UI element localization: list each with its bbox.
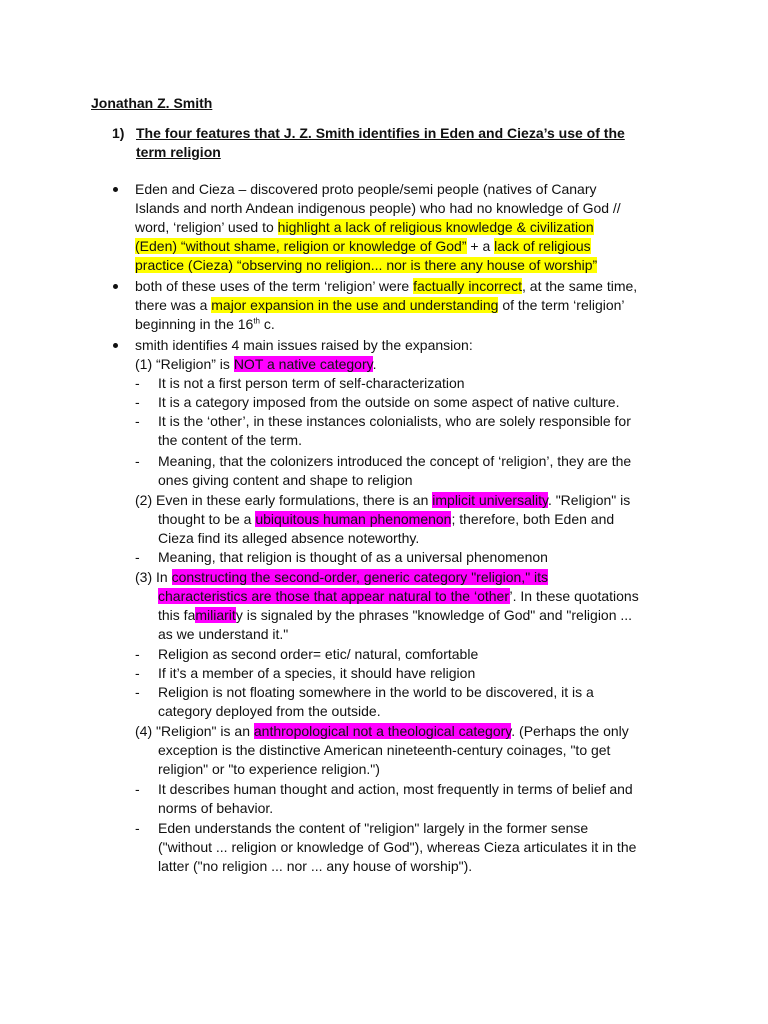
dash-marker: - — [135, 394, 140, 410]
text-run: + a — [466, 238, 495, 254]
text-run: It is the ‘other’, in these instances colonialists, who are solely responsible for — [158, 413, 631, 429]
text-run: (4) "Religion" is an — [135, 723, 254, 739]
text-line — [135, 237, 591, 256]
text-line — [158, 780, 633, 799]
text-run: there was a — [135, 297, 212, 313]
text-run: both of these uses of the term ‘religion’ were — [135, 278, 414, 294]
text-run: Religion as second order= etic/ natural, comfortable — [158, 646, 479, 662]
text-run: the content of the term. — [158, 432, 302, 448]
text-run: of the term ‘religion’ — [498, 297, 625, 313]
text-run: Meaning, that the colonizers introduced the concept of ‘religion’, they are the — [158, 453, 632, 469]
text-run: . (Perhaps the only — [511, 723, 629, 739]
text-line — [135, 491, 630, 510]
text-line — [158, 529, 419, 548]
text-run: y is signaled by the phrases "knowledge of God" and "religion ... — [235, 607, 633, 623]
dash-marker: - — [135, 413, 140, 429]
section-heading-line: The four features that J. Z. Smith identifies in Eden and Cieza’s use of the — [136, 125, 625, 141]
text-run: It is a category imposed from the outside on some aspect of native culture. — [158, 394, 620, 410]
text-line — [158, 838, 636, 857]
text-run: latter ("no religion ... nor ... any house of worship"). — [158, 858, 473, 874]
text-run: Eden and Cieza – discovered proto people/semi people (natives of Canary — [135, 181, 597, 197]
text-line — [158, 683, 594, 702]
text-line — [158, 664, 475, 683]
bullet-icon — [112, 336, 120, 355]
text-line — [158, 374, 465, 393]
text-run: ones giving content and shape to religion — [158, 472, 413, 488]
highlighted-text: implicit universality — [432, 492, 548, 508]
highlighted-text: practice (Cieza) “observing no religion... nor is there any house of worship” — [135, 257, 598, 273]
document-title: Jonathan Z. Smith — [91, 95, 213, 111]
text-run: If it’s a member of a species, it should have religion — [158, 665, 476, 681]
text-line — [158, 645, 478, 664]
text-line — [158, 548, 548, 567]
text-line — [158, 799, 273, 818]
text-line — [135, 218, 594, 237]
highlighted-text: factually incorrect — [413, 278, 523, 294]
section-number: 1) — [112, 125, 125, 141]
text-run: category deployed from the outside. — [158, 703, 381, 719]
highlighted-text: NOT a native category — [233, 356, 373, 372]
text-run: ; therefore, both Eden and — [451, 511, 615, 527]
text-run: (2) Even in these early formulations, there is an — [135, 492, 433, 508]
text-run: exception is the distinctive American nineteenth-century coinages, "to get — [158, 742, 611, 758]
highlighted-text: characteristics are those that appear natural to the ‘other — [158, 588, 510, 604]
text-line — [158, 587, 639, 606]
text-run: (1) “Religion” is — [135, 356, 234, 372]
highlighted-text: constructing the second-order, generic category "religion," its — [171, 569, 549, 585]
text-run: religion" or "to experience religion.") — [158, 761, 380, 777]
text-line — [135, 336, 473, 355]
text-line — [158, 431, 302, 450]
highlighted-text: (Eden) “without shame, religion or knowledge of God” — [135, 238, 467, 254]
text-line — [158, 702, 381, 721]
text-run: c. — [260, 316, 275, 332]
text-line — [135, 277, 637, 296]
dash-marker: - — [135, 665, 140, 681]
highlighted-text: ubiquitous human phenomenon — [255, 511, 452, 527]
text-line — [135, 199, 621, 218]
highlighted-text: miliarit — [195, 607, 236, 623]
text-line — [158, 452, 631, 471]
text-run: ’. In these quotations — [509, 588, 639, 604]
dash-marker: - — [135, 646, 140, 662]
text-line — [158, 857, 472, 876]
text-run: . — [372, 356, 377, 372]
text-run: Eden understands the content of "religion" largely in the former sense — [158, 820, 589, 836]
text-run: th — [253, 316, 260, 326]
text-line — [135, 568, 548, 587]
text-run: (3) In — [135, 569, 172, 585]
text-run: Meaning, that religion is thought of as a universal phenomenon — [158, 549, 548, 565]
section-heading-line: term religion — [136, 144, 221, 160]
text-line — [135, 722, 629, 741]
text-line — [158, 819, 588, 838]
text-line — [158, 412, 631, 431]
text-line — [135, 355, 376, 374]
dash-marker: - — [135, 781, 140, 797]
text-run: word, ‘religion’ used to — [135, 219, 278, 235]
text-line — [158, 393, 619, 412]
text-line — [158, 741, 610, 760]
text-run: Religion is not floating somewhere in the world to be discovered, it is a — [158, 684, 594, 700]
text-run: norms of behavior. — [158, 800, 274, 816]
text-line — [135, 180, 597, 199]
dash-marker: - — [135, 549, 140, 565]
text-line — [158, 760, 380, 779]
text-run: smith identifies 4 main issues raised by the expansion: — [135, 337, 473, 353]
highlighted-text: highlight a lack of religious knowledge & civilization — [277, 219, 594, 235]
text-line — [158, 625, 288, 644]
highlighted-text: lack of religious — [494, 238, 591, 254]
text-run: beginning in the 16 — [135, 316, 254, 332]
text-line — [135, 296, 625, 315]
text-line — [135, 315, 275, 334]
section-heading-text — [136, 124, 676, 162]
bullet-icon — [112, 277, 120, 296]
dash-marker: - — [135, 453, 140, 469]
text-line — [158, 510, 614, 529]
highlighted-text: anthropological not a theological category — [253, 723, 512, 739]
text-run: . "Religion" is — [547, 492, 631, 508]
text-line — [158, 606, 632, 625]
bullet-icon — [112, 180, 120, 199]
text-run: thought to be a — [158, 511, 256, 527]
text-line — [158, 471, 413, 490]
text-line — [135, 256, 597, 275]
text-run: Islands and north Andean indigenous people) who had no knowledge of God // — [135, 200, 621, 216]
text-run: It is not a first person term of self-characterization — [158, 375, 465, 391]
text-run: , at the same time, — [522, 278, 638, 294]
text-run: Cieza find its alleged absence noteworthy. — [158, 530, 420, 546]
text-run: this fa — [158, 607, 196, 623]
dash-marker: - — [135, 684, 140, 700]
text-run: as we understand it." — [158, 626, 289, 642]
highlighted-text: major expansion in the use and understanding — [211, 297, 499, 313]
text-run: ("without ... religion or knowledge of God"), whereas Cieza articulates it in the — [158, 839, 637, 855]
dash-marker: - — [135, 375, 140, 391]
text-run: It describes human thought and action, most frequently in terms of belief and — [158, 781, 633, 797]
dash-marker: - — [135, 820, 140, 836]
